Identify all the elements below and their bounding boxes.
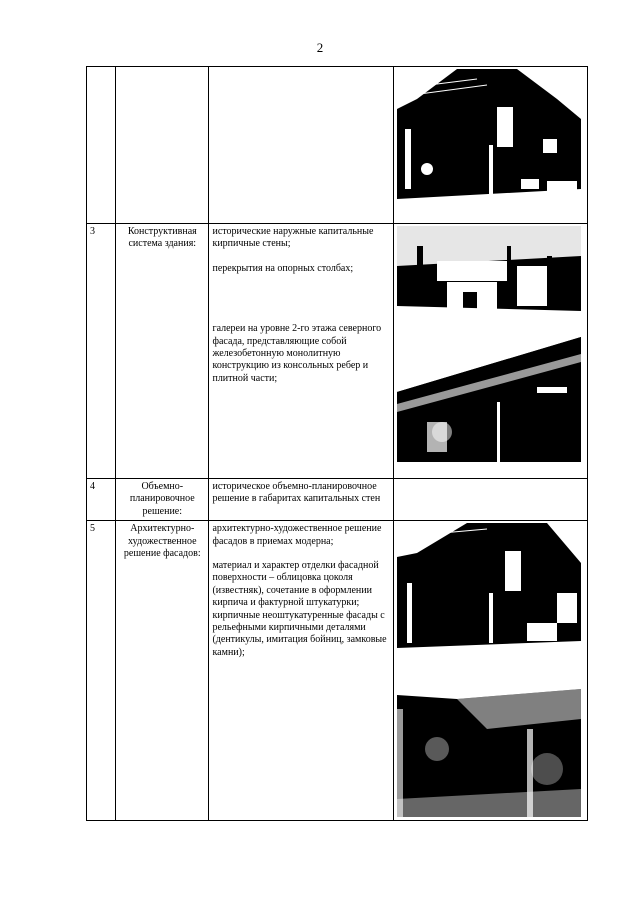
row-number — [87, 67, 116, 224]
row-number: 3 — [87, 224, 116, 479]
row-name: Конструктивная система здания: — [116, 224, 209, 479]
gallery-console-photo — [397, 332, 581, 462]
description-item: историческое объемно-планировочное решение в габаритах капитальных стен — [212, 481, 381, 505]
row-photo-cell — [394, 67, 588, 224]
row-description — [209, 224, 394, 479]
gallery-front-photo — [397, 226, 581, 326]
row-number: 5 — [87, 521, 116, 821]
row-photo-cell — [394, 479, 588, 521]
row-photo-cell — [394, 521, 588, 821]
description-item: перекрытия на опорных столбах; — [212, 262, 354, 274]
row-description — [209, 521, 394, 821]
monument-features-table — [86, 66, 588, 821]
description-item: архитектурно-художественное решение фасадов в приемах модерна; — [212, 523, 382, 547]
courtyard-photo — [397, 669, 581, 817]
row-description — [209, 67, 394, 224]
description-item: материал и характер отделки фасадной поверхности – облицовка цоколя (известняк), сочетание в оформлении кирпича и фактурной штукатурки; — [212, 560, 379, 609]
row-name: Архитектурно-художественное решение фасадов: — [116, 521, 209, 821]
building-corner-photo — [397, 69, 581, 217]
row-photo-cell — [394, 224, 588, 479]
row-name — [116, 67, 209, 224]
row-number: 4 — [87, 479, 116, 521]
description-item: галереи на уровне 2-го этажа северного фасада, представляющие собой железобетонную монолитную конструкцию из консольных ребер и плитной части; — [212, 323, 382, 384]
description-item: кирпичные неоштукатуренные фасады с рельефными кирпичными деталями (дентикулы, имитация бойниц, замковые камни); — [212, 609, 387, 658]
page-number: 2 — [316, 40, 324, 55]
description-item: исторические наружные капитальные кирпичные стены; — [212, 226, 374, 250]
table-row — [87, 224, 588, 479]
row-description — [209, 479, 394, 521]
table-row — [87, 67, 588, 224]
table-row — [87, 479, 588, 521]
facade-corner-photo — [397, 523, 581, 663]
table-row — [87, 521, 588, 821]
row-name: Объемно-планировочное решение: — [116, 479, 209, 521]
